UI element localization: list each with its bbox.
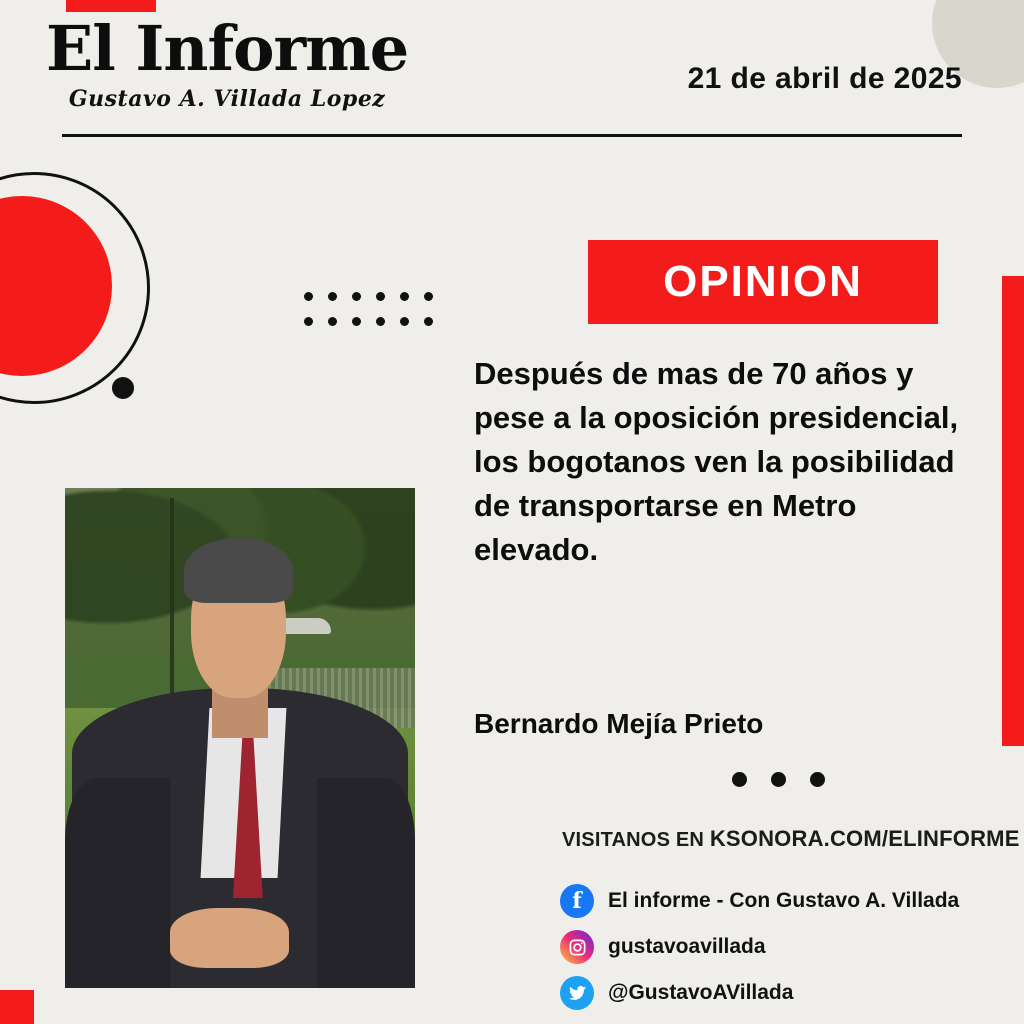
facebook-handle: El informe - Con Gustavo A. Villada [608, 889, 960, 912]
social-row-twitter[interactable] [560, 976, 1010, 1010]
photo-subject-arm-right [317, 778, 415, 988]
photo-pole [170, 498, 174, 718]
instagram-handle: gustavoavillada [608, 935, 766, 958]
opinion-badge [588, 240, 938, 324]
photo-subject-arm-left [65, 778, 170, 988]
bottom-left-red-square-decoration [0, 990, 34, 1024]
publication-title: El Informe [46, 12, 409, 85]
visit-prefix: VISITANOS EN [562, 829, 710, 851]
headline-text: Después de mas de 70 años y pese a la oposición presidencial, los bogotanos ven la posibilidad de transportarse en Metro elevado. [474, 356, 959, 568]
author-photo [65, 488, 415, 988]
three-dots-decoration [732, 772, 825, 787]
opinion-badge-label: OPINION [663, 257, 863, 306]
twitter-handle: @GustavoAVillada [608, 981, 794, 1004]
top-red-bar-decoration [66, 0, 156, 12]
photo-subject-hair [184, 538, 293, 603]
visit-line [562, 826, 1020, 852]
social-row-instagram[interactable] [560, 930, 1010, 964]
header-divider [62, 134, 962, 137]
twitter-icon [560, 976, 594, 1010]
ring-dot-decoration [112, 377, 134, 399]
social-links [560, 884, 1010, 1022]
dot-grid-decoration [304, 292, 448, 342]
instagram-icon [560, 930, 594, 964]
author-name: Bernardo Mejía Prieto [474, 708, 764, 739]
photo-subject-hands [170, 908, 289, 968]
issue-date: 21 de abril de 2025 [687, 62, 962, 95]
publication-byline: Gustavo A. Villada Lopez [68, 86, 386, 112]
right-red-bar-decoration [1002, 276, 1024, 746]
visit-site: KSONORA.COM/ELINFORME [709, 826, 1020, 851]
masthead [46, 12, 409, 112]
facebook-icon: f [560, 884, 594, 918]
social-row-facebook[interactable] [560, 884, 1010, 918]
